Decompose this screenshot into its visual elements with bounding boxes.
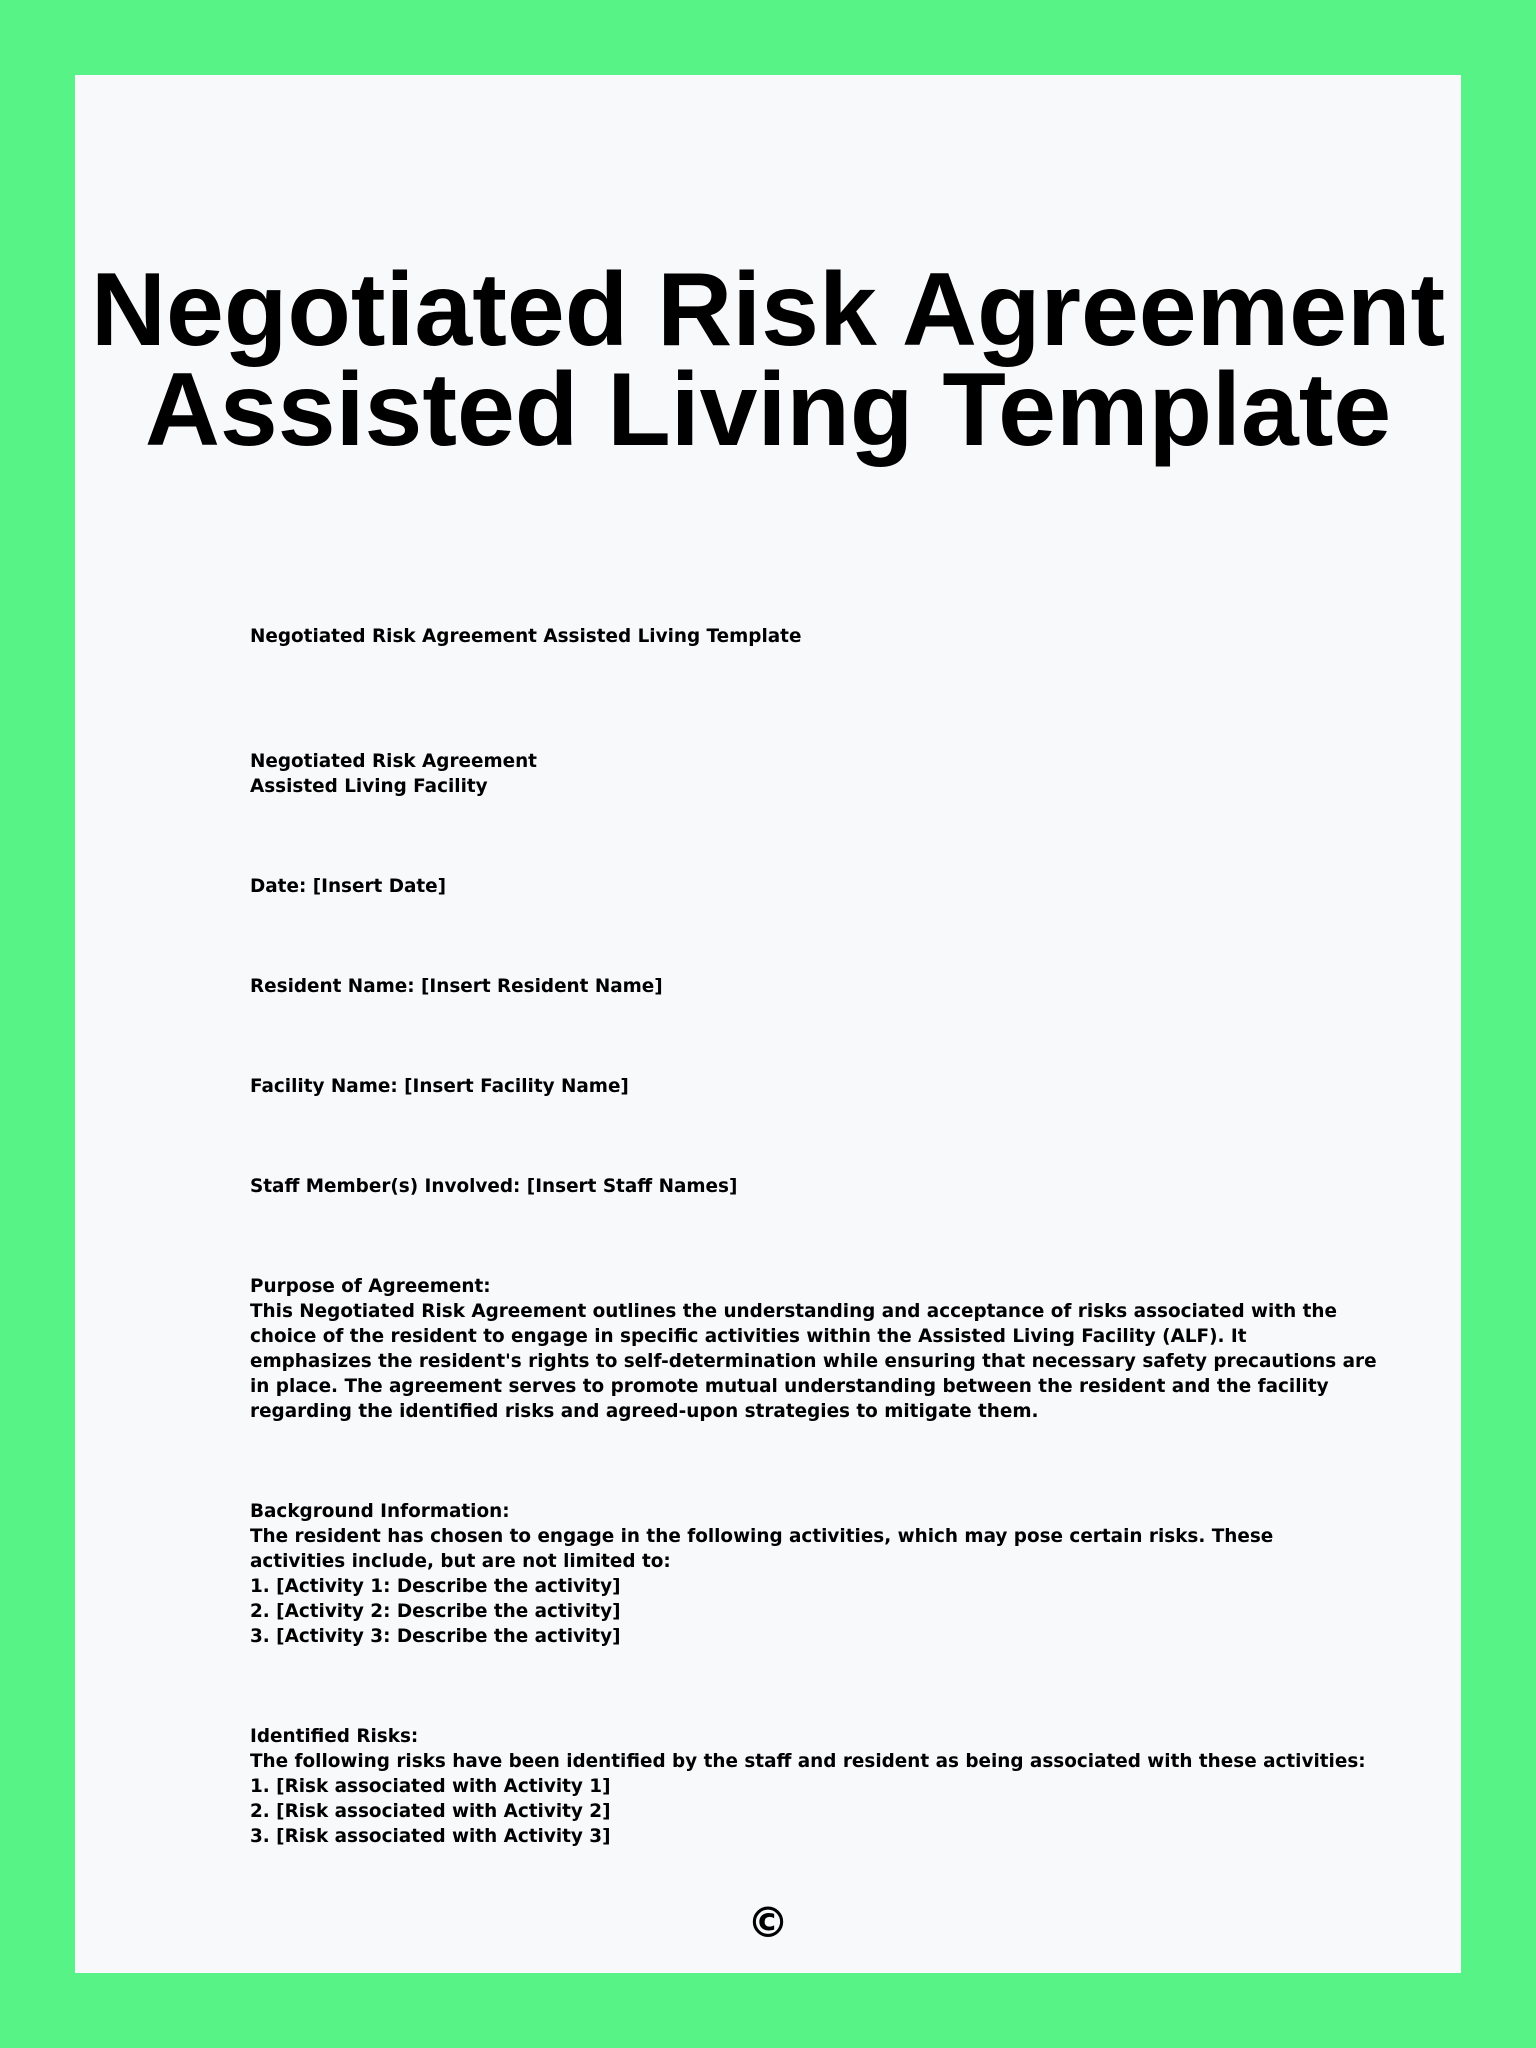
date-field bbox=[250, 874, 446, 899]
purpose-text-line: in place. The agreement serves to promote mutual understanding between the resident and the facility bbox=[250, 1376, 1329, 1397]
purpose-text-line: choice of the resident to engage in specific activities within the Assisted Living Facility (ALF). It bbox=[250, 1326, 1247, 1347]
subtitle: Negotiated Risk Agreement Assisted Living Template bbox=[250, 626, 802, 647]
resident-field bbox=[250, 974, 663, 999]
resident-name-line: Resident Name: [Insert Resident Name] bbox=[250, 976, 663, 997]
purpose-text-line: emphasizes the resident's rights to self-determination while ensuring that necessary safety precautions are bbox=[250, 1351, 1377, 1372]
activity-list-item: 1. [Activity 1: Describe the activity] bbox=[250, 1576, 621, 1597]
background-section bbox=[250, 1499, 1273, 1649]
agreement-header-line-1: Negotiated Risk Agreement bbox=[250, 751, 537, 772]
risk-list-item: 1. [Risk associated with Activity 1] bbox=[250, 1776, 611, 1797]
risks-heading: Identified Risks: bbox=[250, 1726, 419, 1747]
background-heading: Background Information: bbox=[250, 1501, 510, 1522]
purpose-section bbox=[250, 1274, 1377, 1424]
document-page bbox=[75, 75, 1461, 1973]
purpose-heading: Purpose of Agreement: bbox=[250, 1276, 491, 1297]
risk-list-item: 2. [Risk associated with Activity 2] bbox=[250, 1801, 611, 1822]
staff-line: Staff Member(s) Involved: [Insert Staff Names] bbox=[250, 1176, 738, 1197]
activity-list-item: 2. [Activity 2: Describe the activity] bbox=[250, 1601, 621, 1622]
background-text-line: The resident has chosen to engage in the following activities, which may pose certain risks. These bbox=[250, 1526, 1274, 1547]
staff-field bbox=[250, 1174, 737, 1199]
purpose-text-line: This Negotiated Risk Agreement outlines the understanding and acceptance of risks associated with the bbox=[250, 1301, 1337, 1322]
agreement-header-line-2: Assisted Living Facility bbox=[250, 776, 488, 797]
risks-text-line: The following risks have been identified by the staff and resident as being associated with these activities: bbox=[250, 1751, 1366, 1772]
subtitle-block bbox=[250, 624, 801, 649]
facility-name-line: Facility Name: [Insert Facility Name] bbox=[250, 1076, 629, 1097]
risks-section bbox=[250, 1724, 1366, 1849]
purpose-text-line: regarding the identified risks and agreed-upon strategies to mitigate them. bbox=[250, 1401, 1039, 1422]
risk-list-item: 3. [Risk associated with Activity 3] bbox=[250, 1826, 611, 1847]
date-line: Date: [Insert Date] bbox=[250, 876, 447, 897]
copyright-icon: © bbox=[747, 1898, 789, 1947]
background-text-line: activities include, but are not limited to: bbox=[250, 1551, 671, 1572]
activity-list-item: 3. [Activity 3: Describe the activity] bbox=[250, 1626, 621, 1647]
document-title-line-2: Assisted Living Template bbox=[144, 352, 1392, 468]
document-title bbox=[75, 252, 1461, 468]
agreement-header bbox=[250, 749, 537, 799]
facility-field bbox=[250, 1074, 629, 1099]
document-title-line-1: Negotiated Risk Agreement bbox=[90, 252, 1446, 368]
